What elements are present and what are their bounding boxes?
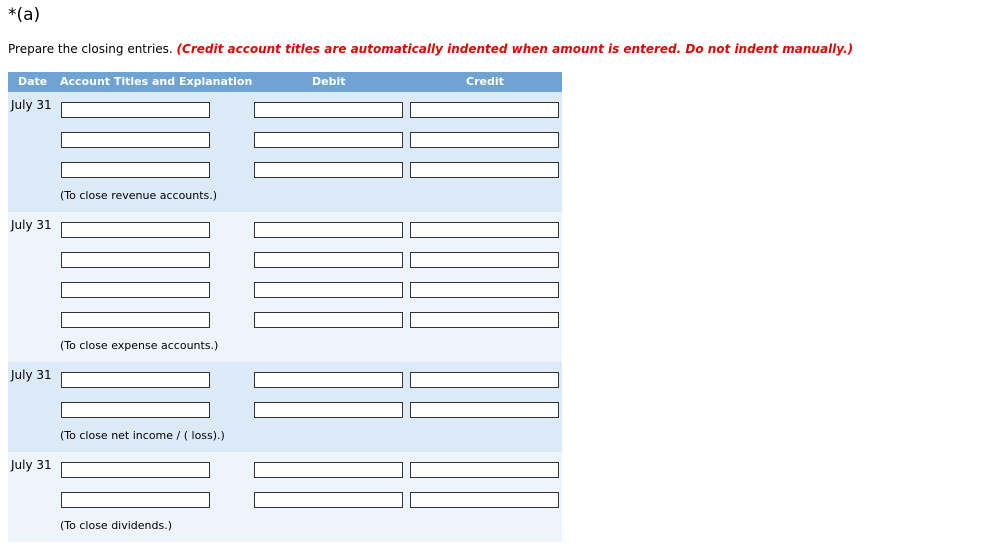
credit-amount-input[interactable]: [410, 312, 559, 328]
debit-column-header: Debit: [312, 75, 346, 88]
part-label: *(a): [8, 5, 41, 25]
entry-explanation: (To close expense accounts.): [60, 339, 219, 352]
credit-amount-input[interactable]: [410, 282, 559, 298]
debit-amount-input[interactable]: [254, 372, 403, 388]
instructions-note: (Credit account titles are automatically indented when amount is entered. Do not indent manually.): [176, 42, 854, 56]
journal-entry: [8, 362, 562, 452]
credit-amount-input[interactable]: [410, 102, 559, 118]
credit-amount-input[interactable]: [410, 372, 559, 388]
date-column-header: Date: [18, 75, 48, 88]
debit-amount-input[interactable]: [254, 252, 403, 268]
account-title-input[interactable]: [61, 282, 210, 298]
debit-amount-input[interactable]: [254, 492, 403, 508]
credit-amount-input[interactable]: [410, 222, 559, 238]
account-title-input[interactable]: [61, 462, 210, 478]
instructions: [8, 42, 853, 56]
journal-entry: [8, 452, 562, 542]
account-title-input[interactable]: [61, 252, 210, 268]
credit-amount-input[interactable]: [410, 462, 559, 478]
credit-amount-input[interactable]: [410, 492, 559, 508]
account-title-input[interactable]: [61, 492, 210, 508]
credit-amount-input[interactable]: [410, 132, 559, 148]
entry-explanation: (To close dividends.): [60, 519, 173, 532]
credit-amount-input[interactable]: [410, 162, 559, 178]
entry-date: July 31: [11, 368, 52, 382]
account-title-input[interactable]: [61, 162, 210, 178]
entry-explanation: (To close revenue accounts.): [60, 189, 218, 202]
account-title-input[interactable]: [61, 372, 210, 388]
debit-amount-input[interactable]: [254, 282, 403, 298]
account-title-input[interactable]: [61, 222, 210, 238]
journal-entry-table: [8, 72, 562, 542]
account-title-input[interactable]: [61, 102, 210, 118]
entry-date: July 31: [11, 458, 52, 472]
table-header: [8, 72, 562, 92]
debit-amount-input[interactable]: [254, 102, 403, 118]
debit-amount-input[interactable]: [254, 222, 403, 238]
instructions-text: Prepare the closing entries.: [8, 42, 177, 56]
debit-amount-input[interactable]: [254, 402, 403, 418]
journal-entry: [8, 92, 562, 212]
account-title-input[interactable]: [61, 312, 210, 328]
credit-column-header: Credit: [466, 75, 504, 88]
entry-date: July 31: [11, 218, 52, 232]
debit-amount-input[interactable]: [254, 162, 403, 178]
credit-amount-input[interactable]: [410, 402, 559, 418]
account-title-input[interactable]: [61, 132, 210, 148]
journal-entries: [8, 92, 562, 542]
account-title-input[interactable]: [61, 402, 210, 418]
debit-amount-input[interactable]: [254, 132, 403, 148]
entry-explanation: (To close net income / ( loss).): [60, 429, 225, 442]
debit-amount-input[interactable]: [254, 312, 403, 328]
debit-amount-input[interactable]: [254, 462, 403, 478]
journal-entry: [8, 212, 562, 362]
entry-date: July 31: [11, 98, 52, 112]
credit-amount-input[interactable]: [410, 252, 559, 268]
account-column-header: Account Titles and Explanation: [60, 75, 253, 88]
